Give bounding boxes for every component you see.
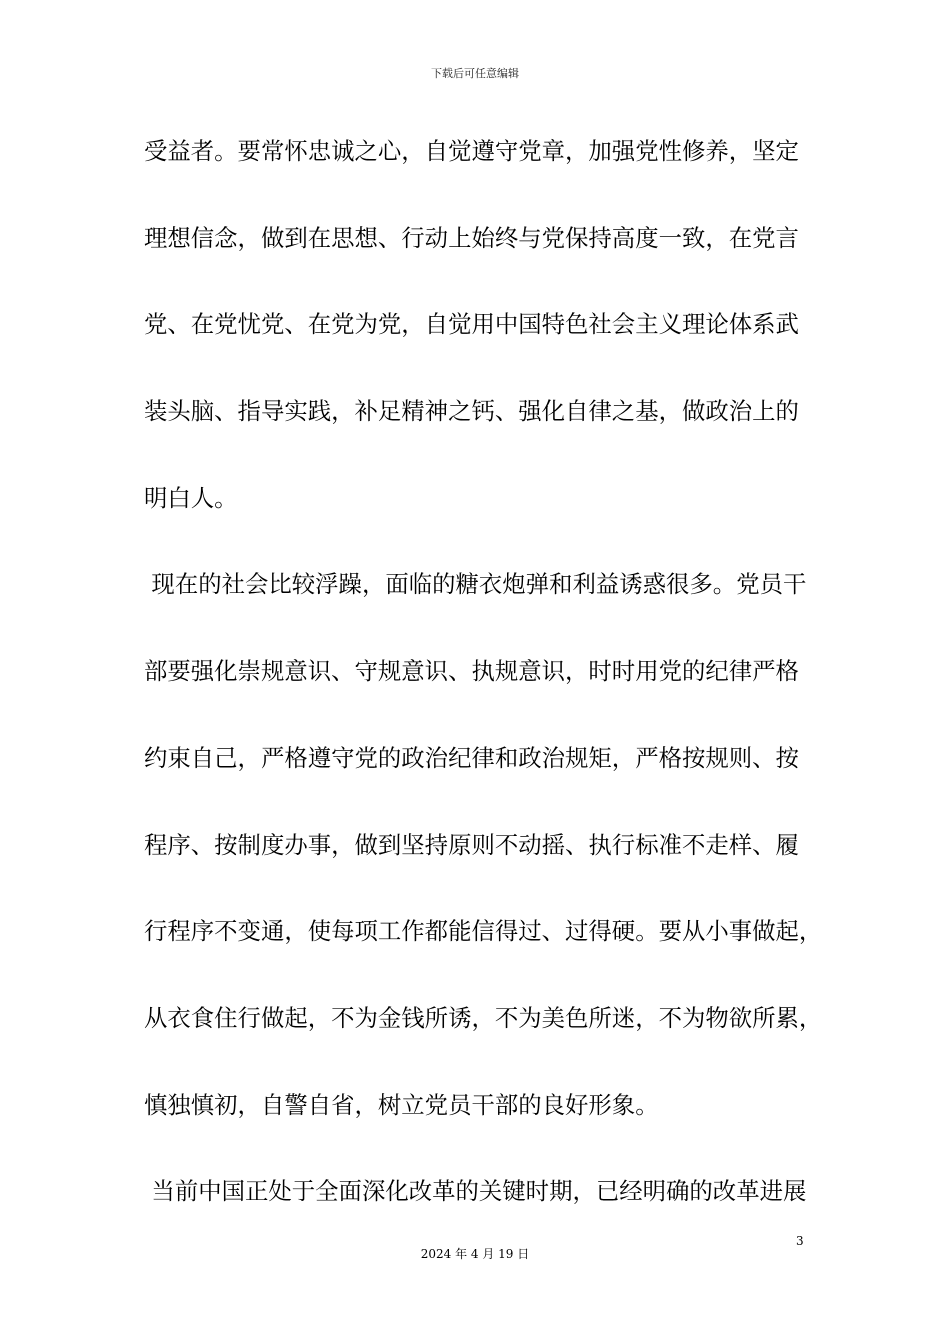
page-header: 下载后可任意编辑 [431,67,519,80]
body-line: 装头脑、指导实践，补足精神之钙、强化自律之基，做政治上的 [144,397,799,426]
body-line: 受益者。要常怀忠诚之心，自觉遵守党章，加强党性修养，坚定 [144,137,799,165]
body-line: 从衣食住行做起，不为金钱所诱，不为美色所迷，不为物欲所累， [144,1003,823,1032]
body-line: 明白人。 [144,483,238,512]
body-line: 党、在党忧党、在党为党，自觉用中国特色社会主义理论体系武 [144,310,799,339]
body-line: 现在的社会比较浮躁，面临的糖衣炮弹和利益诱惑很多。党员干 [144,570,807,599]
footer-date: 2024 年 4 月 19 日 [420,1247,530,1261]
body-line: 理想信念，做到在思想、行动上始终与党保持高度一致，在党言 [144,223,799,252]
body-line: 部要强化崇规意识、守规意识、执规意识，时时用党的纪律严格 [144,657,799,686]
body-line: 慎独慎初，自警自省，树立党员干部的良好形象。 [144,1090,659,1119]
document-body [144,128,824,1255]
body-line: 行程序不变通，使每项工作都能信得过、过得硬。要从小事做起， [144,917,823,946]
body-line: 当前中国正处于全面深化改革的关键时期，已经明确的改革进展 [144,1177,807,1206]
body-line: 程序、按制度办事，做到坚持原则不动摇、执行标准不走样、履 [144,830,799,859]
body-line: 约束自己，严格遵守党的政治纪律和政治规矩，严格按规则、按 [144,743,799,772]
page-number: 3 [796,1234,804,1248]
